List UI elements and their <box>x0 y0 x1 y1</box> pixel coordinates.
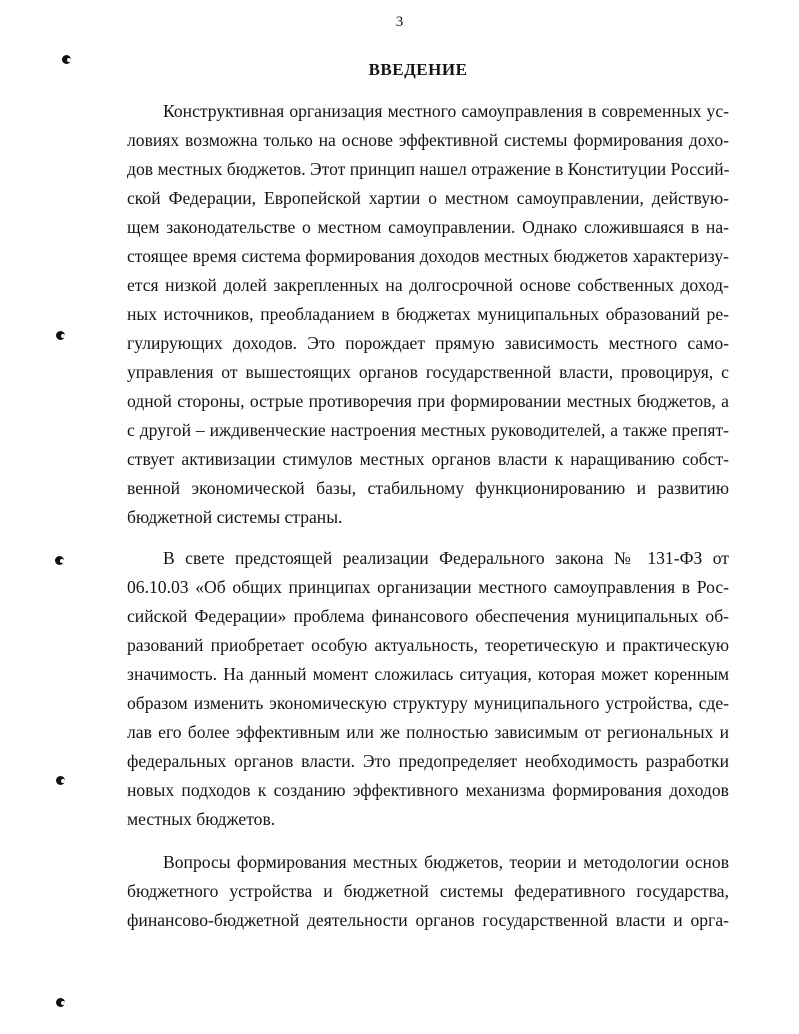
text-line: новых подходов к созданию эффективного механизма формирования доходов <box>127 780 729 800</box>
text-line: В свете предстоящей реализации Федерального закона № 131-ФЗ от <box>163 548 729 568</box>
page-title: ВВЕДЕНИЕ <box>368 60 468 79</box>
text-line: ствует активизации стимулов местных органов власти к наращиванию собст- <box>127 449 729 469</box>
text-line: бюджетного устройства и бюджетной системы федеративного государства, <box>127 881 729 901</box>
text-line: федеральных органов власти. Это предопределяет необходимость разработки <box>127 751 729 771</box>
text-line: дов местных бюджетов. Этот принцип нашел отражение в Конституции Россий- <box>127 159 730 179</box>
text-line: 06.10.03 «Об общих принципах организации местного самоуправления в Рос- <box>127 577 729 597</box>
text-line: сийской Федерации» проблема финансового обеспечения муниципальных об- <box>127 606 729 626</box>
text-line: гулирующих доходов. Это порождает прямую зависимость местного само- <box>127 333 729 353</box>
text-line: одной стороны, острые противоречия при формировании местных бюджетов, а <box>127 391 729 411</box>
text-line: значимость. На данный момент сложилась ситуация, которая может коренным <box>127 664 729 684</box>
text-line: щем законодательстве о местном самоуправлении. Однако сложившаяся в на- <box>127 217 729 237</box>
text-line: финансово-бюджетной деятельности органов государственной власти и орга- <box>127 910 729 930</box>
text-line: Вопросы формирования местных бюджетов, теории и методологии основ <box>163 852 729 872</box>
text-line: ется низкой долей закрепленных на долгосрочной основе собственных доход- <box>127 275 729 295</box>
text-line: ных источников, преобладанием в бюджетах муниципальных образований ре- <box>127 304 729 324</box>
text-line: образом изменить экономическую структуру муниципального устройства, сде- <box>127 693 729 713</box>
text-line: Конструктивная организация местного самоуправления в современных ус- <box>163 101 729 121</box>
page-number: 3 <box>395 14 404 30</box>
binder-hole-icon <box>56 331 65 340</box>
binder-hole-icon <box>56 776 65 785</box>
binder-hole-icon <box>55 556 64 565</box>
text-line: стоящее время система формирования доходов местных бюджетов характеризу- <box>127 246 729 266</box>
binder-hole-icon <box>62 55 71 64</box>
text-line: местных бюджетов. <box>127 809 276 829</box>
text-line: с другой – иждивенческие настроения местных руководителей, а также препят- <box>127 420 729 440</box>
text-line: управления от вышестоящих органов государственной власти, провоцируя, с <box>127 362 729 382</box>
binder-hole-icon <box>56 998 65 1007</box>
text-line: венной экономической базы, стабильному функционированию и развитию <box>127 478 729 498</box>
text-line: бюджетной системы страны. <box>127 507 343 527</box>
text-line: разований приобретает особую актуальность, теоретическую и практическую <box>127 635 729 655</box>
text-line: ской Федерации, Европейской хартии о местном самоуправлении, действую- <box>127 188 729 208</box>
text-line: ловиях возможна только на основе эффективной системы формирования дохо- <box>127 130 729 150</box>
text-line: лав его более эффективным или же полностью зависимым от региональных и <box>127 722 729 742</box>
